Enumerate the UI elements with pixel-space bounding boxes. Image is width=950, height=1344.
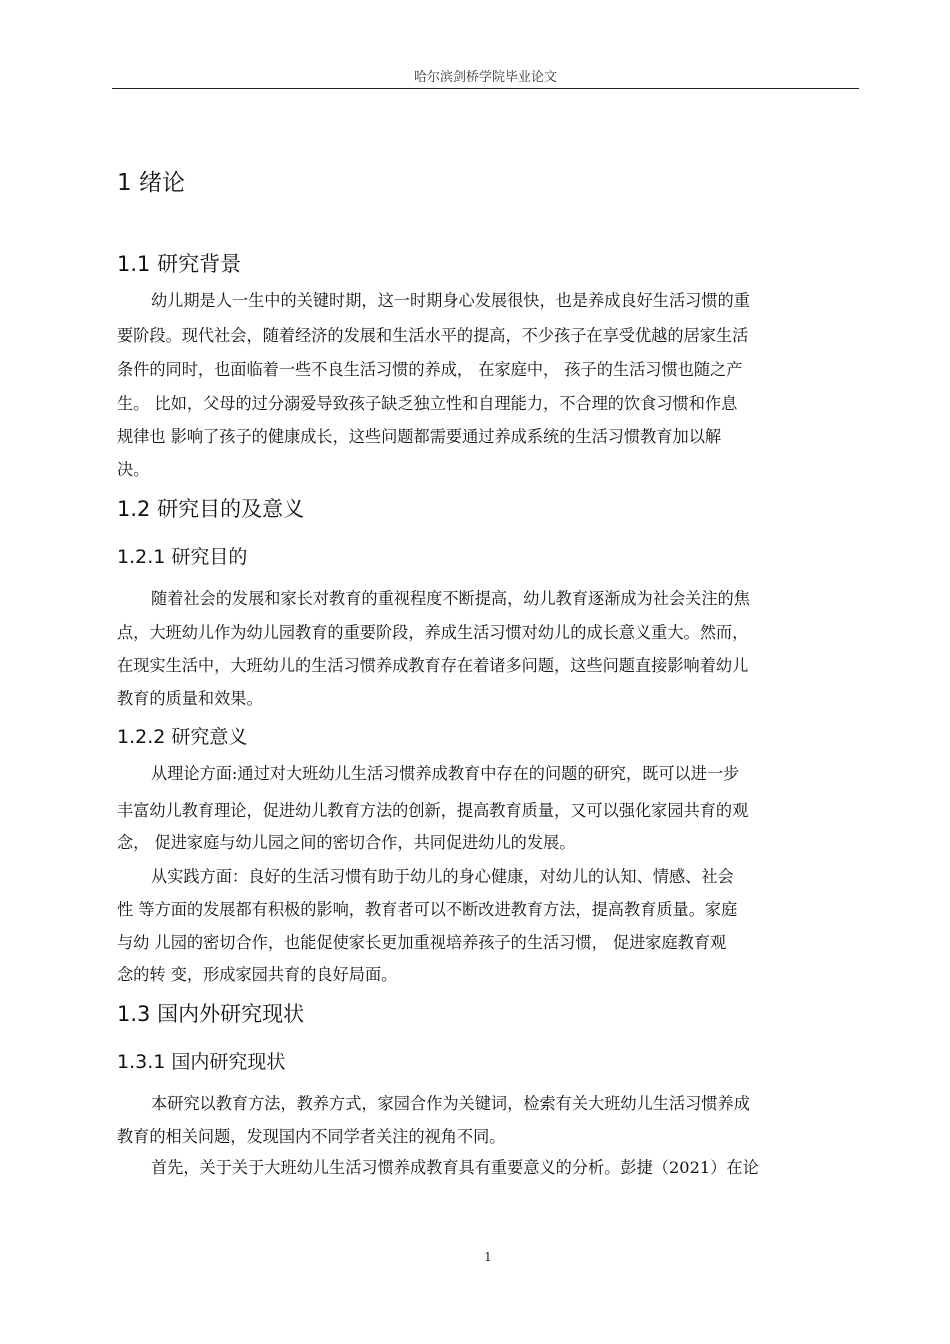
paragraph-line: 本研究以教育方法，教养方式，家园合作为关键词，检索有关大班幼儿生活习惯养成 bbox=[151, 1094, 750, 1113]
paragraph-line: 规律也 影响了孩子的健康成长，这些问题都需要通过养成系统的生活习惯教育加以解 bbox=[117, 427, 722, 446]
subsection-heading-1-3-1: 1.3.1 国内研究现状 bbox=[117, 1051, 286, 1073]
paragraph-line: 丰富幼儿教育理论，促进幼儿教育方法的创新，提高教育质量，又可以强化家园共育的观 bbox=[117, 801, 749, 820]
subsection-heading-1-2-1: 1.2.1 研究目的 bbox=[117, 546, 248, 568]
paragraph-line: 念， 促进家庭与幼儿园之间的密切合作，共同促进幼儿的发展。 bbox=[117, 833, 576, 852]
header-divider bbox=[112, 88, 859, 89]
paragraph-line: 生。 比如，父母的过分溺爱导致孩子缺乏独立性和自理能力，不合理的饮食习惯和作息 bbox=[117, 394, 738, 413]
paragraph-line: 要阶段。现代社会，随着经济的发展和生活水平的提高，不少孩子在享受优越的居家生活 bbox=[117, 326, 749, 345]
paragraph-line: 幼儿期是人一生中的关键时期，这一时期身心发展很快，也是养成良好生活习惯的重 bbox=[151, 291, 750, 310]
paragraph-line: 性 等方面的发展都有积极的影响，教育者可以不断改进教育方法，提高教育质量。家庭 bbox=[117, 900, 738, 919]
paragraph-line: 条件的同时，也面临着一些不良生活习惯的养成， 在家庭中， 孩子的生活习惯也随之产 bbox=[117, 360, 743, 379]
paragraph-line: 念的转 变，形成家园共育的良好局面。 bbox=[117, 965, 398, 984]
chapter-title: 1 绪论 bbox=[117, 170, 185, 196]
page-number: 1 bbox=[484, 1250, 492, 1264]
paragraph-line: 在现实生活中，大班幼儿的生活习惯养成教育存在着诸多问题，这些问题直接影响着幼儿 bbox=[117, 656, 749, 675]
section-heading-1-2: 1.2 研究目的及意义 bbox=[117, 497, 305, 521]
paragraph-line: 教育的相关问题，发现国内不同学者关注的视角不同。 bbox=[117, 1127, 506, 1146]
paragraph-line: 与幼 儿园的密切合作，也能促使家长更加重视培养孩子的生活习惯， 促进家庭教育观 bbox=[117, 933, 727, 952]
paragraph-line: 教育的质量和效果。 bbox=[117, 689, 263, 708]
section-heading-1-3: 1.3 国内外研究现状 bbox=[117, 1002, 305, 1026]
running-header: 哈尔滨剑桥学院毕业论文 bbox=[413, 70, 557, 85]
paragraph-line: 点，大班幼儿作为幼儿园教育的重要阶段，养成生活习惯对幼儿的成长意义重大。然而， bbox=[117, 623, 749, 642]
paragraph-line: 从实践方面：良好的生活习惯有助于幼儿的身心健康，对幼儿的认知、情感、社会 bbox=[151, 867, 734, 886]
subsection-heading-1-2-2: 1.2.2 研究意义 bbox=[117, 726, 248, 748]
paragraph-line: 决。 bbox=[117, 460, 150, 479]
paragraph-line: 首先，关于关于大班幼儿生活习惯养成教育具有重要意义的分析。彭捷（2021）在论 bbox=[151, 1158, 759, 1177]
section-heading-1-1: 1.1 研究背景 bbox=[117, 252, 242, 276]
paragraph-line: 随着社会的发展和家长对教育的重视程度不断提高，幼儿教育逐渐成为社会关注的焦 bbox=[151, 589, 750, 608]
paragraph-line: 从理论方面:通过对大班幼儿生活习惯养成教育中存在的问题的研究，既可以进一步 bbox=[151, 764, 740, 783]
